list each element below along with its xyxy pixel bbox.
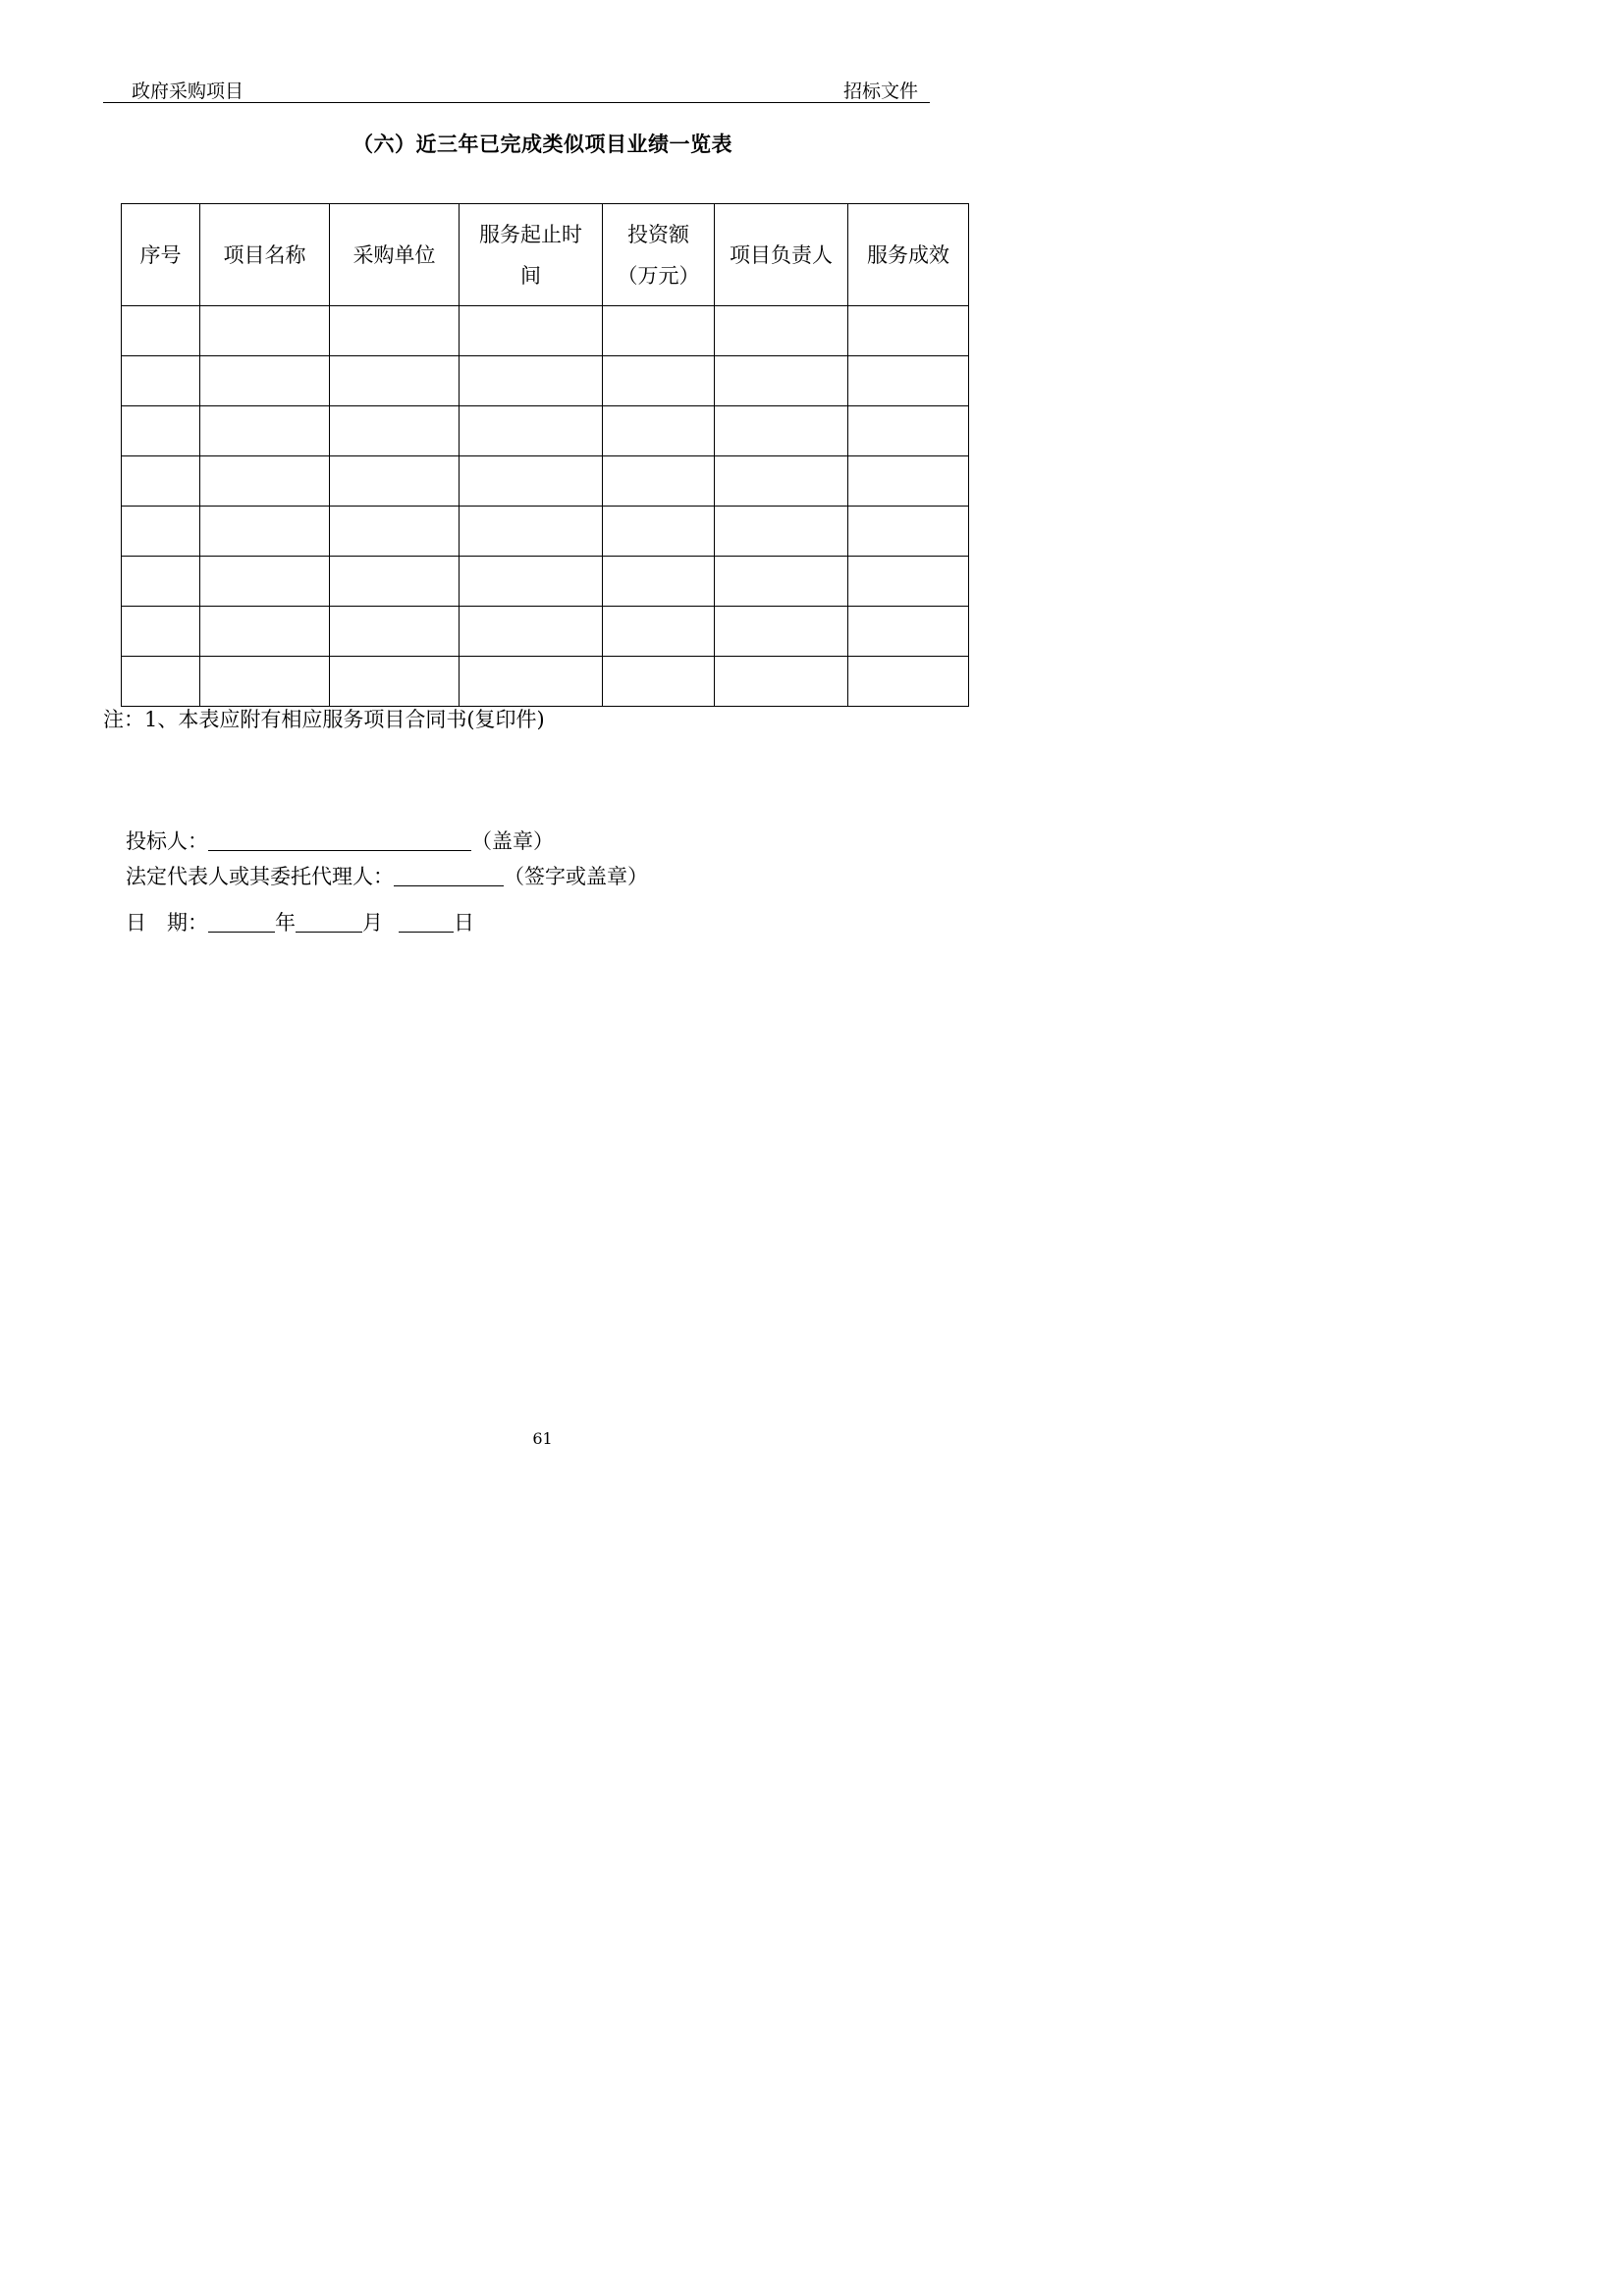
col-header-result: 服务成效 (848, 204, 969, 306)
table-row (122, 507, 969, 557)
col-header-service-period-line1: 服务起止时 (479, 222, 582, 246)
table-row (122, 406, 969, 456)
page-title: （六）近三年已完成类似项目业绩一览表 (352, 133, 732, 156)
table-row (122, 356, 969, 406)
representative-label: 法定代表人或其委托代理人： (126, 865, 394, 888)
table-row (122, 306, 969, 356)
table-cell-investment[interactable] (603, 607, 715, 657)
table-cell-service-period[interactable] (460, 607, 603, 657)
table-cell-investment[interactable] (603, 306, 715, 356)
table-header-row (122, 204, 969, 306)
table-cell-seq[interactable] (122, 306, 200, 356)
bidder-suffix: （盖章） (471, 829, 554, 853)
table-cell-manager[interactable] (715, 356, 848, 406)
table-cell-buyer[interactable] (330, 456, 460, 507)
table-cell-project-name[interactable] (200, 657, 330, 707)
table-cell-result[interactable] (848, 657, 969, 707)
col-header-project-name: 项目名称 (200, 204, 330, 306)
table-cell-project-name[interactable] (200, 356, 330, 406)
table-row (122, 456, 969, 507)
table-cell-investment[interactable] (603, 406, 715, 456)
bidder-label: 投标人： (126, 829, 208, 853)
table-cell-investment[interactable] (603, 657, 715, 707)
table-cell-service-period[interactable] (460, 306, 603, 356)
table-cell-investment[interactable] (603, 456, 715, 507)
table-cell-project-name[interactable] (200, 406, 330, 456)
table-cell-project-name[interactable] (200, 456, 330, 507)
header-left-text: 政府采购项目 (132, 80, 244, 102)
table-cell-service-period[interactable] (460, 557, 603, 607)
table-row (122, 607, 969, 657)
table-cell-project-name[interactable] (200, 306, 330, 356)
year-label: 年 (275, 911, 296, 934)
table-cell-buyer[interactable] (330, 406, 460, 456)
table-cell-result[interactable] (848, 507, 969, 557)
date-line (126, 909, 474, 936)
table-row (122, 657, 969, 707)
table-cell-buyer[interactable] (330, 356, 460, 406)
table-cell-investment[interactable] (603, 557, 715, 607)
table-cell-result[interactable] (848, 406, 969, 456)
table-cell-buyer[interactable] (330, 557, 460, 607)
month-label: 月 (362, 911, 383, 934)
col-header-service-period (460, 204, 603, 306)
table-cell-seq[interactable] (122, 507, 200, 557)
col-header-seq: 序号 (122, 204, 200, 306)
bidder-blank[interactable] (208, 828, 471, 851)
col-header-investment-line1: 投资额 (627, 222, 689, 246)
table-cell-service-period[interactable] (460, 356, 603, 406)
table-cell-result[interactable] (848, 356, 969, 406)
header-right-text: 招标文件 (843, 80, 919, 102)
table-cell-service-period[interactable] (460, 456, 603, 507)
table-cell-project-name[interactable] (200, 507, 330, 557)
table-cell-result[interactable] (848, 607, 969, 657)
table-cell-project-name[interactable] (200, 557, 330, 607)
table-cell-service-period[interactable] (460, 657, 603, 707)
table-cell-investment[interactable] (603, 507, 715, 557)
table-cell-project-name[interactable] (200, 607, 330, 657)
day-label: 日 (454, 911, 474, 934)
table-cell-seq[interactable] (122, 607, 200, 657)
table-cell-manager[interactable] (715, 657, 848, 707)
table-cell-manager[interactable] (715, 406, 848, 456)
table-cell-seq[interactable] (122, 406, 200, 456)
table-cell-manager[interactable] (715, 306, 848, 356)
table-cell-result[interactable] (848, 557, 969, 607)
year-blank[interactable] (208, 910, 275, 933)
month-blank[interactable] (296, 910, 362, 933)
table-cell-seq[interactable] (122, 456, 200, 507)
table-cell-result[interactable] (848, 306, 969, 356)
representative-line (126, 863, 648, 890)
table-cell-manager[interactable] (715, 507, 848, 557)
col-header-buyer: 采购单位 (330, 204, 460, 306)
representative-blank[interactable] (394, 864, 504, 886)
table-cell-result[interactable] (848, 456, 969, 507)
table-cell-buyer[interactable] (330, 657, 460, 707)
table-row (122, 557, 969, 607)
table-cell-seq[interactable] (122, 657, 200, 707)
table-cell-investment[interactable] (603, 356, 715, 406)
bidder-line (126, 828, 554, 855)
table-note: 注：1、本表应附有相应服务项目合同书(复印件) (103, 708, 545, 731)
table-cell-manager[interactable] (715, 607, 848, 657)
day-blank[interactable] (399, 910, 454, 933)
representative-suffix: （签字或盖章） (504, 865, 648, 888)
performance-table (121, 203, 969, 707)
table-cell-buyer[interactable] (330, 507, 460, 557)
table-cell-manager[interactable] (715, 456, 848, 507)
col-header-manager: 项目负责人 (715, 204, 848, 306)
header-rule (103, 102, 930, 103)
table-cell-buyer[interactable] (330, 306, 460, 356)
col-header-investment-line2: （万元） (617, 263, 700, 288)
table-cell-buyer[interactable] (330, 607, 460, 657)
col-header-investment (603, 204, 715, 306)
table-body (122, 306, 969, 707)
table-cell-service-period[interactable] (460, 406, 603, 456)
table-cell-manager[interactable] (715, 557, 848, 607)
date-label: 日 期： (126, 911, 208, 934)
table-cell-seq[interactable] (122, 356, 200, 406)
table-cell-seq[interactable] (122, 557, 200, 607)
page-number: 61 (532, 1429, 553, 1448)
col-header-service-period-line2: 间 (520, 263, 541, 288)
table-cell-service-period[interactable] (460, 507, 603, 557)
